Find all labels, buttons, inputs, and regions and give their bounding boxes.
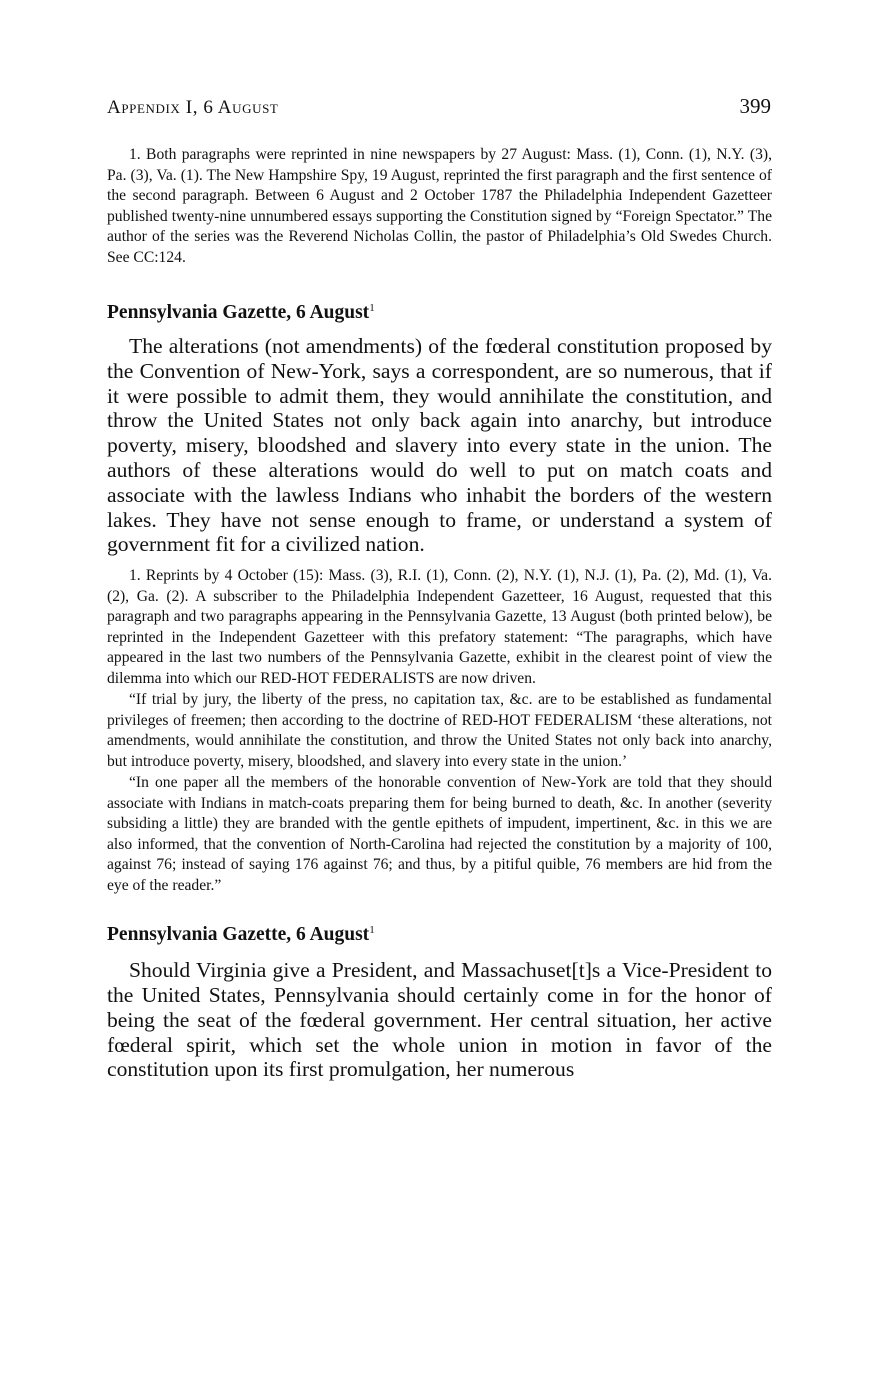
section-2-heading-text: Pennsylvania Gazette, 6 August <box>107 924 370 946</box>
section-2-heading <box>107 924 772 946</box>
section-1-note-2: “If trial by jury, the liberty of the press, no capitation tax, &c. are to be established as fundamental privileges of freemen; then according to the doctrine of RED-HOT FEDERALISM ‘these alterations, not amendments, would annihilate the constitution, and throw the United States not only back into anarchy, but introduce poverty, misery, bloodshed, and slavery into every state in the union.’ <box>107 691 772 770</box>
section-2-body: Should Virginia give a President, and Massachuset[t]s a Vice-President to the United States, Pennsylvania should certainly come in for the honor of being the seat of the fœderal government. Her central situation, her active fœderal spirit, which set the whole union in motion in favor of the constitution upon its first promulgation, her numerous <box>107 958 772 1082</box>
footnote-top: 1. Both paragraphs were reprinted in nine newspapers by 27 August: Mass. (1), Conn. (1), N.Y. (3), Pa. (3), Va. (1). The New Hampshire Spy, 19 August, reprinted the first paragraph and the first sentence of the second paragraph. Between 6 August and 2 October 1787 the Philadelphia Independent Gazetteer published twenty-nine unnumbered essays supporting the Constitution signed by “Foreign Spectator.” The author of the series was the Reverend Nicholas Collin, the pastor of Philadelphia’s Old Swedes Church. See CC:124. <box>107 146 772 266</box>
page-number: 399 <box>739 94 771 118</box>
running-head: Appendix I, 6 August <box>107 97 279 118</box>
section-1-heading <box>107 302 772 324</box>
section-1-heading-text: Pennsylvania Gazette, 6 August <box>107 302 370 323</box>
section-1-notes <box>107 566 772 896</box>
section-1-footnote-marker: 1 <box>369 302 375 314</box>
section-2-footnote-marker: 1 <box>369 924 375 937</box>
page-content <box>107 145 772 1082</box>
page-header <box>107 94 771 119</box>
section-1-note-3: “In one paper all the members of the honorable convention of New-York are told that they should associate with Indians in match-coats preparing them for being burned to death, &c. In another (severity subsiding a little) they are branded with the gentle epithets of impudent, impertinent, &c. in this we are also informed, that the convention of North-Carolina had rejected the constitution by a majority of 100, against 76; instead of saying 176 against 76; and thus, by a pitiful quible, 76 members are hid from the eye of the reader.” <box>107 774 772 894</box>
section-1-body: The alterations (not amendments) of the fœderal constitution proposed by the Convention of New-York, says a correspondent, are so numerous, that if it were possible to admit them, they would annihilate the constitution, and throw the United States not only back again into anarchy, but introduce poverty, misery, bloodshed and slavery into every state in the union. The authors of these alterations would do well to put on match coats and associate with the lawless Indians who inhabit the borders of the western lakes. They have not sense enough to frame, or understand a system of government fit for a civilized nation. <box>107 334 772 557</box>
section-1-note-1: 1. Reprints by 4 October (15): Mass. (3), R.I. (1), Conn. (2), N.Y. (1), N.J. (1), Pa. (2), Md. (1), Va. (2), Ga. (2). A subscriber to the Philadelphia Independent Gazetteer, 16 August, requested that this paragraph and two paragraphs appearing in the Pennsylvania Gazette, 13 August (both printed below), be reprinted in the Independent Gazetteer with this prefatory statement: “The paragraphs, which have appeared in the last two numbers of the Pennsylvania Gazette, exhibit in the clearest point of view the dilemma into which our RED-HOT FEDERALISTS are now driven. <box>107 567 772 687</box>
